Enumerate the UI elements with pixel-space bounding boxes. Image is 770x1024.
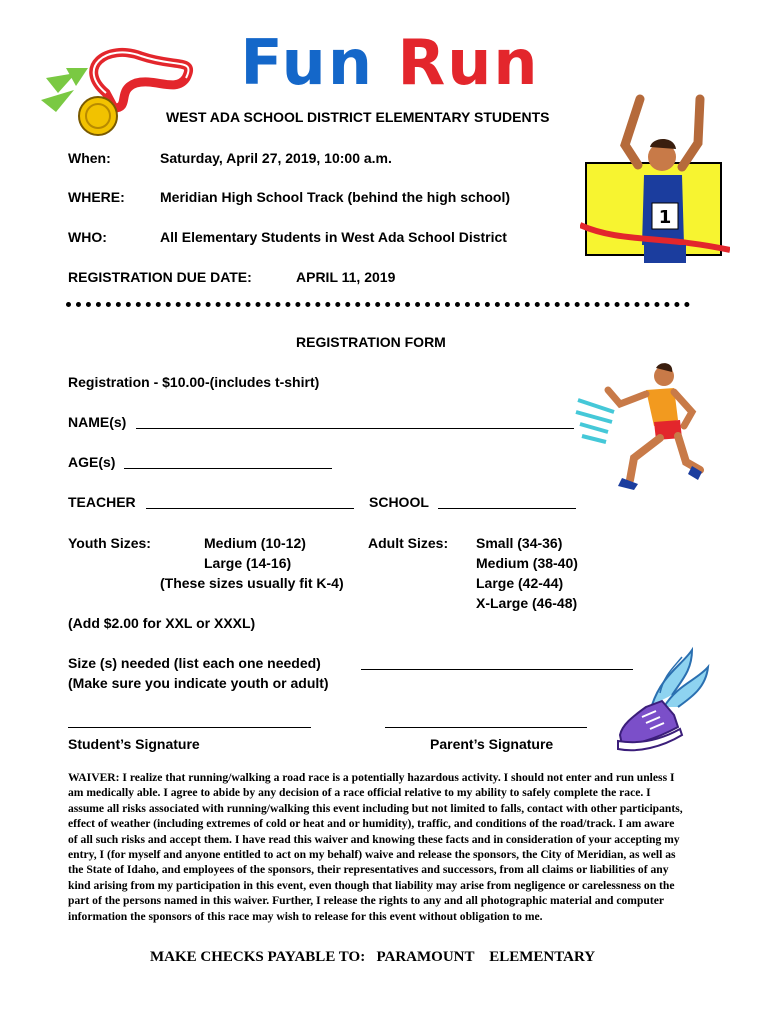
registration-fee: Registration - $10.00-(includes t-shirt) bbox=[68, 374, 320, 390]
page-title bbox=[200, 28, 580, 98]
subtitle: WEST ADA SCHOOL DISTRICT ELEMENTARY STUDENTS bbox=[166, 109, 550, 125]
finish-line-runner-icon bbox=[580, 85, 730, 265]
youth-size-large: Large (14-16) bbox=[204, 555, 292, 571]
winged-shoe-icon bbox=[612, 645, 712, 755]
waiver-text: WAIVER: I realize that running/walking a road race is a potentially hazardous activity. I should not enter and run unless I am medically able. I agree to abide by any decision of a race official relative to my ability to safely complete the race. I assume all risks associated with running/walking this event including but not limited to falls, contact with other participants, effect of weather (including extremes of cold or heat and or humidity), traffic, and conditions of the road/track. I am aware of all such risks and accept them. I have read this waiver and knowing these facts and in consideration of your accepting my entry, I (for myself and anyone entitled to act on my behalf) waive and release the sponsors, the City of Meridian, as well as the State of Idaho, and employees of the sponsors, their representatives and successors, from all claims or liabilities of any kind arising from my participation in this event, even though that liability may arise from negligence or carelessness on the part of the persons named in this waiver. Further, I release the rights to any and all photographic material and computer information the sponsors of this race may wish to release for this event without obligation to me. bbox=[68, 771, 683, 923]
adult-size-xlarge: X-Large (46-48) bbox=[476, 595, 578, 611]
xxl-note: (Add $2.00 for XXL or XXXL) bbox=[68, 615, 256, 631]
age-field[interactable] bbox=[124, 468, 332, 469]
adult-sizes-label: Adult Sizes: bbox=[368, 535, 449, 551]
teacher-field[interactable] bbox=[146, 508, 354, 509]
parent-signature-label: Parent’s Signature bbox=[430, 736, 554, 752]
medal-icon bbox=[36, 38, 206, 148]
title-word-fun: Fun bbox=[240, 26, 374, 99]
age-label: AGE(s) bbox=[68, 454, 116, 470]
size-needed-label: Size (s) needed (list each one needed) bbox=[68, 655, 321, 671]
size-needed-note: (Make sure you indicate youth or adult) bbox=[68, 675, 329, 691]
youth-sizes-note: (These sizes usually fit K-4) bbox=[160, 575, 344, 591]
school-label: SCHOOL bbox=[369, 494, 429, 510]
youth-sizes-label: Youth Sizes: bbox=[68, 535, 151, 551]
teacher-label: TEACHER bbox=[68, 494, 136, 510]
bib-number: 1 bbox=[658, 207, 672, 228]
name-label: NAME(s) bbox=[68, 414, 127, 430]
due-date-value: APRIL 11, 2019 bbox=[296, 269, 396, 285]
form-heading: REGISTRATION FORM bbox=[296, 334, 446, 350]
name-field[interactable] bbox=[136, 428, 574, 429]
adult-size-small: Small (34-36) bbox=[476, 535, 563, 551]
when-label: When: bbox=[68, 150, 111, 166]
sprinting-runner-icon bbox=[574, 360, 704, 495]
adult-size-large: Large (42-44) bbox=[476, 575, 564, 591]
adult-size-medium: Medium (38-40) bbox=[476, 555, 578, 571]
student-signature-line[interactable] bbox=[68, 727, 311, 728]
when-value: Saturday, April 27, 2019, 10:00 a.m. bbox=[160, 150, 392, 166]
title-word-run: Run bbox=[373, 26, 540, 99]
size-needed-field[interactable] bbox=[361, 669, 633, 670]
youth-size-medium: Medium (10-12) bbox=[204, 535, 306, 551]
parent-signature-line[interactable] bbox=[385, 727, 587, 728]
who-value: All Elementary Students in West Ada School District bbox=[160, 229, 507, 245]
student-signature-label: Student’s Signature bbox=[68, 736, 200, 752]
where-value: Meridian High School Track (behind the high school) bbox=[160, 189, 511, 205]
school-field[interactable] bbox=[438, 508, 576, 509]
where-label: WHERE: bbox=[68, 189, 125, 205]
due-date-label: REGISTRATION DUE DATE: bbox=[68, 269, 252, 285]
who-label: WHO: bbox=[68, 229, 107, 245]
payable-to-note: MAKE CHECKS PAYABLE TO: PARAMOUNT ELEMENTARY bbox=[150, 949, 596, 965]
cut-line-divider bbox=[66, 302, 690, 307]
